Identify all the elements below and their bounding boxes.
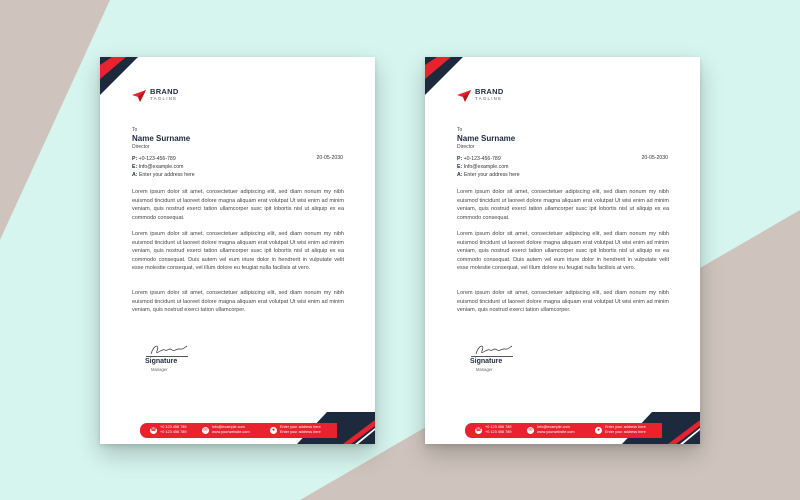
location-icon: ● (596, 427, 601, 433)
footer-bar: ☎ +0 123 456 789 +0 123 456 789 ✉ Info@example.com www.yourwebsite.com ● Enter your address here Enter your address here (465, 423, 662, 438)
brand-tagline: TAGLINE (150, 96, 178, 101)
email-icon: ✉ (528, 427, 533, 433)
phone-icon: ☎ (475, 427, 482, 433)
body-paragraph-2: Lorem ipsum dolor sit amet, consectetuer adipiscing elit, sed diam nonum my nibh euismod tincidunt ut laoreet dolore magna aliquam erat volutpat Ut wisi enim ad minim veniam, quis nostrud exerci tation ullamcorper susc ipit lobortis nisl ut aliquip ex ea commodo consequat. Duis autem vel eum iriure dolor in hendrerit in vulputate velit esse molestie consequat, vel illum dolore eu feugiat nulla facilisis at vero. (457, 231, 669, 272)
footer (425, 414, 700, 444)
footer (100, 414, 375, 444)
paper-plane-icon (457, 90, 471, 102)
body-paragraph-1: Lorem ipsum dolor sit amet, consectetuer adipiscing elit, sed diam nonum my nibh euismod tincidunt ut laoreet dolore magna aliquam erat volutpat Ut wisi enim ad minim veniam, quis nostrud exerci tation ullamcorper susc ipit lobortis nisl ut aliquip ex ea commodo consequat. (457, 189, 669, 221)
contact-phone: P: +0-123-456-789 (132, 156, 176, 162)
to-label: To (457, 127, 463, 133)
signature-label: Signature (470, 358, 503, 365)
signature-label: Signature (145, 358, 178, 365)
body-paragraph-1: Lorem ipsum dolor sit amet, consectetuer adipiscing elit, sed diam nonum my nibh euismod tincidunt ut laoreet dolore magna aliquam erat volutpat Ut wisi enim ad minim veniam, quis nostrud exerci tation ullamcorper susc ipit lobortis nisl ut aliquip ex ea commodo consequat. (132, 189, 344, 221)
phone-icon: ☎ (150, 427, 157, 433)
recipient-title: Director (132, 144, 150, 150)
body-paragraph-3: Lorem ipsum dolor sit amet, consectetuer adipiscing elit, sed diam nonum my nibh euismod tincidunt ut laoreet dolore magna aliquam erat volutpat Ut wisi enim ad minim veniam, quis nostrud exerci tation ullamcorper. (132, 290, 344, 314)
email-icon: ✉ (203, 427, 208, 433)
brand-name: BRAND (150, 87, 179, 96)
contact-address: A: Enter your address here (457, 172, 520, 178)
signature-role: Manager (151, 367, 168, 372)
contact-address: A: Enter your address here (132, 172, 195, 178)
location-icon: ● (271, 427, 276, 433)
recipient-name: Name Surname (132, 134, 191, 143)
paper-plane-icon (132, 90, 146, 102)
to-label: To (132, 127, 138, 133)
contact-email: E: Info@example.com (132, 164, 184, 170)
letterhead-left (100, 57, 375, 444)
footer-bar: ☎ +0 123 456 789 +0 123 456 789 ✉ Info@example.com www.yourwebsite.com ● Enter your address here Enter your address here (140, 423, 337, 438)
contact-phone: P: +0-123-456-789 (457, 156, 501, 162)
letter-date: 20-05-2030 (641, 155, 668, 161)
signature-line (471, 356, 513, 357)
recipient-name: Name Surname (457, 134, 516, 143)
recipient-title: Director (457, 144, 475, 150)
body-paragraph-3: Lorem ipsum dolor sit amet, consectetuer adipiscing elit, sed diam nonum my nibh euismod tincidunt ut laoreet dolore magna aliquam erat volutpat Ut wisi enim ad minim veniam, quis nostrud exerci tation ullamcorper. (457, 290, 669, 314)
brand-tagline: TAGLINE (475, 96, 503, 101)
contact-block (457, 155, 520, 179)
contact-email: E: Info@example.com (457, 164, 509, 170)
brand-name: BRAND (475, 87, 504, 96)
letter-date: 20-05-2030 (316, 155, 343, 161)
signature-role: Manager (476, 367, 493, 372)
body-paragraph-2: Lorem ipsum dolor sit amet, consectetuer adipiscing elit, sed diam nonum my nibh euismod tincidunt ut laoreet dolore magna aliquam erat volutpat Ut wisi enim ad minim veniam, quis nostrud exerci tation ullamcorper susc ipit lobortis nisl ut aliquip ex ea commodo consequat. Duis autem vel eum iriure dolor in hendrerit in vulputate velit esse molestie consequat, vel illum dolore eu feugiat nulla facilisis at vero. (132, 231, 344, 272)
signature-line (146, 356, 188, 357)
contact-block (132, 155, 195, 179)
letterhead-right (425, 57, 700, 444)
